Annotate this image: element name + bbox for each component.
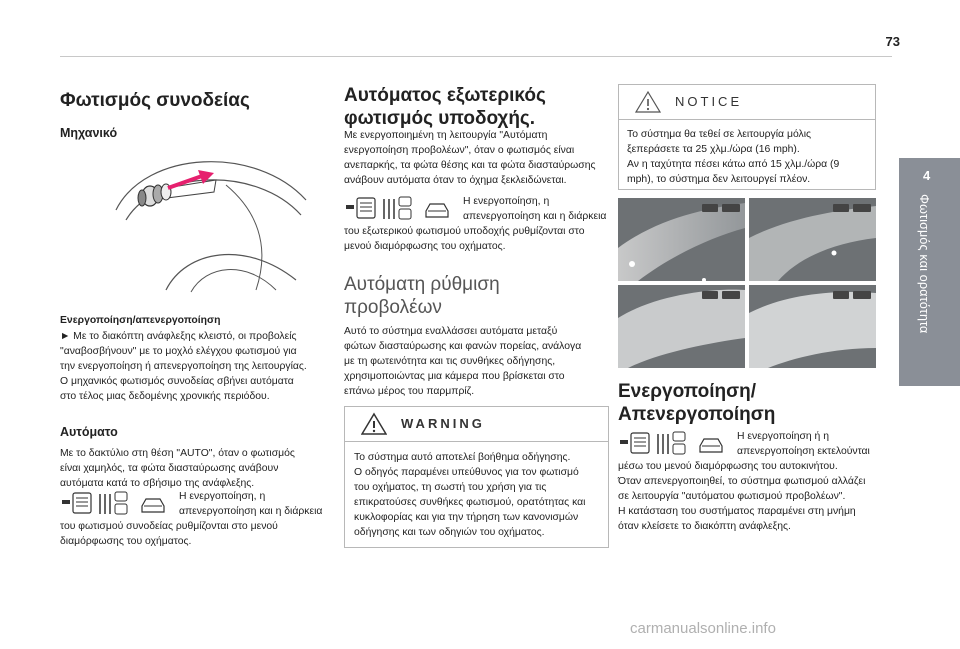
- notice-title: NOTICE: [675, 94, 743, 109]
- text-line: την ενεργοποίηση ή απενεργοποίηση της λειτουργίας.: [60, 361, 307, 372]
- headlamp-illustrations: [618, 198, 876, 368]
- title-auto-headlamp-2: προβολέων: [344, 297, 442, 318]
- lighting-stalk-illustration: [106, 140, 316, 298]
- touchscreen-icon: [62, 493, 91, 513]
- chapter-tab: [899, 158, 960, 386]
- car-icon: [426, 204, 448, 217]
- text-line: Η ενεργοποίηση, η: [179, 491, 266, 502]
- text-line: επικρατούσες συνθήκες φωτισμού, ορατότητας και: [354, 497, 586, 508]
- text-line: Η ενεργοποίηση, η: [463, 196, 550, 207]
- text-line: οδήγησης και των οδηγιών του οχήματος.: [354, 527, 545, 538]
- text-line: επάνω μέρος του παρμπρίζ.: [344, 386, 475, 397]
- chapter-number: 4: [923, 168, 931, 183]
- title-welcome-lighting-2: φωτισμός υποδοχής.: [344, 108, 536, 129]
- subtitle-manual: Μηχανικό: [60, 126, 118, 140]
- text-line: στο τέλος μιας δεδομένης χρονικής περιόδου.: [60, 391, 270, 402]
- text-line: mph), το σύστημα δεν λειτουργεί πλέον.: [627, 174, 811, 185]
- menu-icons: [60, 490, 172, 518]
- notice-triangle-icon: [635, 90, 661, 114]
- title-auto-headlamp: Αυτόματη ρύθμιση: [344, 274, 500, 295]
- settings-sliders-icon: [384, 197, 411, 219]
- car-icon: [700, 439, 722, 452]
- text-line: Με το δακτύλιο στη θέση "AUTO", όταν ο φωτισμός: [60, 448, 295, 459]
- text-line: "αναβοσβήνουν" με το μοχλό ελέγχου φωτισμού για: [60, 346, 297, 357]
- title-activation: Ενεργοποίηση/: [618, 381, 757, 402]
- warning-box: [344, 406, 609, 548]
- warning-title: WARNING: [401, 416, 485, 431]
- text-line: του φωτισμού συνοδείας ρυθμίζονται στο μενού: [60, 521, 278, 532]
- text-line: Η κατάσταση του συστήματος παραμένει στη μνήμη: [618, 506, 856, 517]
- text-line: με τη φωτεινότητα και τις συνθήκες οδήγησης,: [344, 356, 556, 367]
- text-line: είναι χαμηλός, τα φώτα διασταύρωσης ανάβουν: [60, 463, 279, 474]
- text-line: Το σύστημα θα τεθεί σε λειτουργία μόλις: [627, 129, 812, 140]
- menu-icons: [344, 195, 456, 223]
- text-line: κυκλοφορίας και για την τήρηση των κανονισμών: [354, 512, 579, 523]
- text-line: Η ενεργοποίηση ή η: [737, 431, 829, 442]
- text-line: Με ενεργοποιημένη τη λειτουργία "Αυτόματη: [344, 130, 548, 141]
- text-line: ενεργοποίηση προβολέων", όταν ο φωτισμός είναι: [344, 145, 575, 156]
- page-number: 73: [885, 34, 900, 49]
- car-icon: [142, 499, 164, 512]
- text-line: Αυτό το σύστημα εναλλάσσει αυτόματα μεταξύ: [344, 326, 558, 337]
- text-line: διαμόρφωσης του οχήματος.: [60, 536, 192, 547]
- text-line: ανάβουν αυτόματα όταν το όχημα ξεκλειδώνεται.: [344, 175, 567, 186]
- text-line: όταν κλείσετε το διακόπτη ανάφλεξης.: [618, 521, 791, 532]
- text-line: σε λειτουργία "αυτόματου φωτισμού προβολέων".: [618, 491, 846, 502]
- text-line: απενεργοποίηση εκτελούνται: [737, 446, 870, 457]
- title-welcome-lighting: Αυτόματος εξωτερικός: [344, 85, 546, 106]
- text-line: ► Με το διακόπτη ανάφλεξης κλειστό, οι προβολείς: [60, 331, 297, 342]
- auto-heading: Αυτόματο: [60, 425, 118, 439]
- text-line: Ο οδηγός παραμένει υπεύθυνος για τον φωτισμό: [354, 467, 579, 478]
- text-line: του οχήματος, τη σωστή του χρήση για τις: [354, 482, 547, 493]
- text-line: απενεργοποίηση και η διάρκεια: [179, 506, 323, 517]
- title-escort-lighting: Φωτισμός συνοδείας: [60, 90, 250, 111]
- notice-box: [618, 84, 876, 190]
- text-line: Ο μηχανικός φωτισμός συνοδείας σβήνει αυτόματα: [60, 376, 294, 387]
- text-line: αυτόματα κατά το σβήσιμο της ανάφλεξης.: [60, 478, 255, 489]
- footer-watermark: carmanualsonline.info: [630, 620, 776, 637]
- text-line: μέσω του μενού διαμόρφωσης του αυτοκινήτου.: [618, 461, 838, 472]
- touchscreen-icon: [346, 198, 375, 218]
- road-scenes-image: [618, 198, 876, 368]
- text-line: ξεπεράσετε τα 25 χλμ./ώρα (16 mph).: [627, 144, 800, 155]
- text-line: μενού διαμόρφωσης του οχήματος.: [344, 241, 506, 252]
- activation-heading: Ενεργοποίηση/απενεργοποίηση: [60, 315, 221, 326]
- text-line: χρησιμοποιώντας μια κάμερα που βρίσκεται στο: [344, 371, 565, 382]
- touchscreen-icon: [620, 433, 649, 453]
- settings-sliders-icon: [100, 492, 127, 514]
- warning-triangle-icon: [361, 412, 387, 436]
- text-line: του εξωτερικού φωτισμού υποδοχής ρυθμίζονται στο: [344, 226, 585, 237]
- text-line: Το σύστημα αυτό αποτελεί βοήθημα οδήγησης.: [354, 452, 571, 463]
- title-activation-2: Απενεργοποίηση: [618, 404, 776, 425]
- chapter-label: Φωτισμός και ορατότητα: [917, 194, 931, 334]
- menu-icons: [618, 430, 730, 458]
- header-rule: [60, 56, 892, 57]
- text-line: φώτων διασταύρωσης και φανών πορείας, ανάλογα: [344, 341, 582, 352]
- text-line: απενεργοποίηση και η διάρκεια: [463, 211, 607, 222]
- text-line: Αν η ταχύτητα πέσει κάτω από 15 χλμ./ώρα (9: [627, 159, 840, 170]
- settings-sliders-icon: [658, 432, 685, 454]
- text-line: Όταν απενεργοποιηθεί, το σύστημα φωτισμού αλλάζει: [618, 476, 866, 487]
- text-line: ανεπαρκής, τα φώτα θέσης και τα φώτα διασταύρωσης: [344, 160, 596, 171]
